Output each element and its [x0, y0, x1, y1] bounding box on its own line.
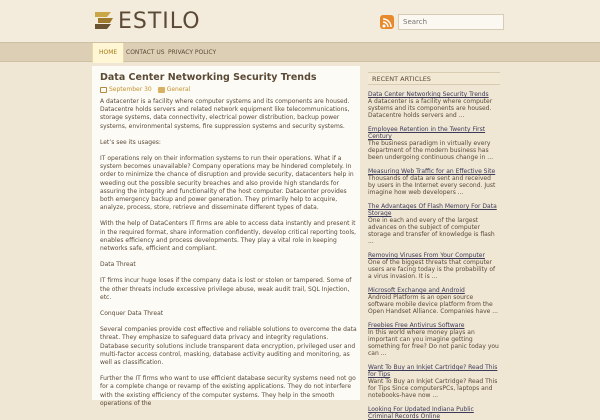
list-item — [368, 252, 500, 280]
list-item — [368, 406, 500, 420]
folder-icon — [158, 87, 165, 93]
nav-privacy-policy[interactable]: PRIVACY POLICY — [168, 49, 217, 56]
list-item — [368, 287, 500, 315]
article-excerpt: One in each and every of the largest advances on the subject of computer storage and transfer of knowledge is flash ... — [368, 217, 495, 245]
main-nav — [0, 42, 600, 62]
article-link[interactable]: Data Center Networking Security Trends — [368, 91, 489, 98]
article-link[interactable]: The Advantages Of Flash Memory For Data Storage — [368, 203, 497, 217]
paragraph: With the help of DataCenters IT firms are able to access data instantly and present it in the required format, share information confidently, develop critical reporting tools, enables efficiency and process developments. They play a vital role in keeping networks safe, efficient and compliant. — [100, 220, 357, 253]
rss-icon[interactable] — [380, 15, 394, 29]
article-link[interactable]: Want To Buy an Inkjet Cartridge? Read This for Tips — [368, 364, 498, 378]
article-link[interactable]: Removing Viruses From Your Computer — [368, 252, 485, 259]
search-input[interactable] — [398, 14, 504, 30]
nav-home[interactable]: HOME — [92, 43, 124, 63]
sidebar-title: RECENT ARTICLES — [368, 72, 500, 85]
article-excerpt: A datacenter is a facility where computer systems and its components are housed. Datacentre holds servers and ... — [368, 98, 493, 119]
nav-contact-us[interactable]: CONTACT US — [126, 49, 165, 56]
paragraph: IT operations rely on their information systems to run their operations. What if a system becomes unavailable? Company operations may be hindered completely. In order to minimize the chance of disruption and provide security, datacenters help in weeding out the possible security breaches and also provide high standards for assuring the integrity and functionality of the host computer. Datacenter provides both emergency backup and power generation. They primarily help to acquire, analyze, process, store, retrieve and disseminate different types of data. — [100, 155, 354, 212]
sidebar — [368, 72, 500, 420]
list-item — [368, 168, 500, 196]
paragraph: IT firms incur huge loses if the company data is lost or stolen or tampered. Some of the other threats include excessive privilege abuse, weak audit trail, SQL Injection, etc. — [100, 277, 352, 301]
logo-mark-icon — [92, 8, 116, 34]
post-category[interactable]: General — [166, 86, 191, 93]
post-meta — [100, 86, 190, 93]
article-excerpt: Thousands of data are sent and received by users in the Internet every second. Just imagine how web developers ... — [368, 175, 496, 196]
list-item — [368, 126, 500, 161]
list-item — [368, 322, 500, 357]
paragraph: Several companies provide cost effective and reliable solutions to overcome the data threat. They emphasize to safeguard data privacy and integrity regulations. Database security solutions include transparent data encryption, privileged user and multi-factor access control, masking, database activity auditing and monitoring, as well as classification. — [100, 326, 357, 367]
list-item — [368, 91, 500, 119]
logo-text: ESTILO — [118, 8, 201, 34]
article-excerpt: The business paradigm in virtually every department of the modern business has been undergoing continuous change in ... — [368, 140, 494, 161]
article-link[interactable]: Employee Retention in the Twenty First Century — [368, 126, 486, 140]
article-excerpt: In this world where money plays an important can you imagine getting something for free? Do not panic today you can ... — [368, 329, 499, 357]
article-link[interactable]: Looking For Updated Indiana Public Criminal Records Online — [368, 406, 474, 420]
paragraph: A datacenter is a facility where computer systems and its components are housed. Datacentre holds servers and related network equipment like telecommunications, storage systems, data connectivity, electrical power distribution, backup power systems, environmental systems, fire suppression systems and security systems. — [100, 98, 350, 130]
paragraph: Data Threat — [100, 261, 136, 269]
article-link[interactable]: Freebies Free Antivirus Software — [368, 322, 465, 329]
list-item — [368, 203, 500, 245]
site-logo[interactable] — [92, 8, 201, 34]
calendar-icon — [100, 87, 107, 93]
article-excerpt: Want To Buy an Inkjet Cartridge? Read This for Tips Since computersPCs, laptops and notebooks-have now ... — [368, 378, 498, 399]
post-content — [92, 66, 360, 407]
article-link[interactable]: Microsoft Exchange and Android — [368, 287, 465, 294]
post-body — [100, 98, 358, 416]
article-excerpt: One of the biggest threats that computer users are facing today is the probability of a virus invasion. It is ... — [368, 259, 496, 280]
paragraph: Let’s see its usages: — [100, 138, 161, 146]
paragraph: Further the IT firms who want to use efficient database security systems need not go for a complete change or revamp of the existing applications. They do not interfere with the existing efficiency of the computer systems. They help in the smooth operations of the — [100, 375, 356, 407]
list-item — [368, 364, 500, 399]
post-date: September 30 — [109, 86, 152, 93]
article-excerpt: Android Platform is an open source software mobile device platform from the Open Handset Alliance. Companies have ... — [368, 294, 498, 315]
article-link[interactable]: Measuring Web Traffic for an Effective Site — [368, 168, 496, 175]
paragraph: Conquer Data Threat — [100, 310, 164, 318]
site-header — [0, 0, 600, 42]
recent-articles-list — [368, 91, 500, 420]
post-title[interactable]: Data Center Networking Security Trends — [100, 72, 317, 83]
